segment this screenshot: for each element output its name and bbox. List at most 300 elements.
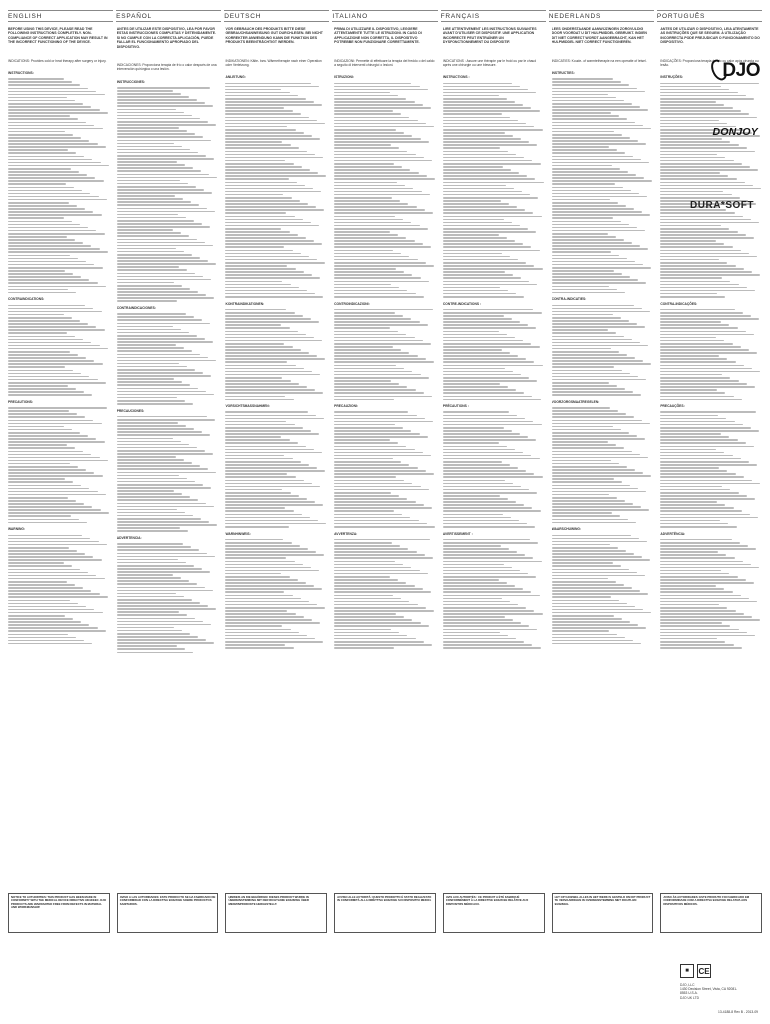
text-line xyxy=(225,495,298,497)
brand-column xyxy=(660,28,762,1018)
indications-text: INDICATIONS: Provides cold or heat therapy after surgery or injury. xyxy=(8,58,107,63)
text-line xyxy=(8,451,83,453)
text-line xyxy=(443,415,517,417)
text-line xyxy=(117,624,212,626)
indications-text: INDICATIONS : Assure une thérapie par le froid ou par le chaud après une chirurgie ou une blessure. xyxy=(442,58,537,67)
text-line xyxy=(443,647,541,649)
text-line xyxy=(225,358,325,360)
text-line xyxy=(8,472,94,474)
text-line xyxy=(552,242,632,244)
text-line xyxy=(117,180,180,182)
text-line xyxy=(552,376,638,378)
text-line xyxy=(117,559,178,561)
intro-warning: LIRE ATTENTIVEMENT LES INSTRUCTIONS SUIVANTES AVANT D'UTILISER CE DISPOSITIF. UNE APPLICATION INCORRECTE PEUT ENTRAÎNER UN DYSFONCTIONNEMENT DU DISPOSITIF. xyxy=(442,27,537,45)
text-line xyxy=(334,147,399,149)
text-line xyxy=(117,239,197,241)
text-line xyxy=(8,547,69,549)
text-line xyxy=(552,565,621,567)
text-line xyxy=(225,647,293,649)
text-line xyxy=(117,465,200,467)
text-line xyxy=(334,262,426,264)
text-line xyxy=(443,613,543,615)
text-line xyxy=(117,136,203,138)
text-line xyxy=(117,369,195,371)
text-line xyxy=(225,89,281,91)
text-line xyxy=(334,101,414,103)
warning-heading: WARNING: xyxy=(8,527,26,532)
text-line xyxy=(443,271,505,273)
text-line xyxy=(8,273,73,275)
text-line xyxy=(334,561,395,563)
text-line xyxy=(225,346,292,348)
text-line xyxy=(443,287,500,289)
text-line xyxy=(443,331,499,333)
text-line xyxy=(443,507,533,509)
text-line xyxy=(8,481,73,483)
text-line xyxy=(225,383,298,385)
text-line xyxy=(334,604,417,606)
text-line xyxy=(117,419,216,421)
text-line xyxy=(117,394,215,396)
text-line xyxy=(334,135,412,137)
text-line xyxy=(117,636,198,638)
text-line xyxy=(443,188,514,190)
text-line xyxy=(117,527,180,529)
text-line xyxy=(225,231,289,233)
text-line xyxy=(8,382,106,384)
text-line xyxy=(8,140,89,142)
text-line xyxy=(443,632,500,634)
text-line xyxy=(117,291,198,293)
text-line xyxy=(443,526,536,528)
text-line xyxy=(443,219,504,221)
text-line xyxy=(8,336,75,338)
text-line xyxy=(334,120,417,122)
text-line xyxy=(117,300,177,302)
product-name: DURA*SOFT xyxy=(690,200,754,211)
text-line xyxy=(334,86,419,88)
text-line xyxy=(225,141,282,143)
text-line xyxy=(225,433,319,435)
text-line xyxy=(225,548,307,550)
text-line xyxy=(334,501,415,503)
instructions-heading: INSTRUCTIONS: xyxy=(8,70,34,75)
text-line xyxy=(117,568,202,570)
text-line xyxy=(8,199,107,201)
text-line xyxy=(443,561,542,563)
text-line xyxy=(225,324,281,326)
text-line xyxy=(225,175,326,177)
text-line xyxy=(8,81,72,83)
text-line xyxy=(552,103,632,105)
notice-box: AVISO A LAS AUTORIDADES: ESTE PRODUCTO SE HA FABRICADO DE CONFORMIDAD CON LA DIRECTIVA 93/42/CEE SOBRE PRODUCTOS SANITARIOS. xyxy=(117,893,219,933)
text-line xyxy=(117,161,177,163)
text-line xyxy=(334,144,391,146)
language-header: DEUTSCH xyxy=(224,10,329,22)
text-line xyxy=(225,492,290,494)
text-line xyxy=(225,206,316,208)
text-line xyxy=(334,371,412,373)
text-line xyxy=(334,607,426,609)
text-line xyxy=(334,498,407,500)
text-line xyxy=(552,270,614,272)
text-line xyxy=(552,339,632,341)
notice-box: AVISO ÀS AUTORIDADES: ESTE PRODUTO FOI FABRICADO EM CONFORMIDADE COM A DIRECTIVA 93/42/CEE RELATIVA AOS DISPOSITIVOS MÉDICOS. xyxy=(660,893,762,933)
text-line xyxy=(117,384,190,386)
text-line xyxy=(552,485,630,487)
text-line xyxy=(117,220,194,222)
text-line xyxy=(117,648,185,650)
text-line xyxy=(443,374,521,376)
text-line xyxy=(225,579,297,581)
text-line xyxy=(334,483,412,485)
text-line xyxy=(8,351,70,353)
text-line xyxy=(8,506,92,508)
text-line xyxy=(225,243,322,245)
text-line xyxy=(225,337,313,339)
text-line xyxy=(8,435,88,437)
text-line xyxy=(225,632,298,634)
text-line xyxy=(8,640,84,642)
text-line xyxy=(225,424,294,426)
text-line xyxy=(334,349,401,351)
text-line xyxy=(225,510,293,512)
text-line xyxy=(443,296,524,298)
text-line xyxy=(552,159,642,161)
text-line xyxy=(8,494,106,496)
text-line xyxy=(117,577,181,579)
text-line xyxy=(334,510,394,512)
text-line xyxy=(8,217,64,219)
text-line xyxy=(443,243,523,245)
text-line xyxy=(225,458,292,460)
text-line xyxy=(225,222,310,224)
text-line xyxy=(443,175,527,177)
text-line xyxy=(8,385,68,387)
text-line xyxy=(117,444,189,446)
text-line xyxy=(334,507,432,509)
text-line xyxy=(334,467,417,469)
text-line xyxy=(443,349,502,351)
text-line xyxy=(552,351,619,353)
text-line xyxy=(8,606,86,608)
text-line xyxy=(225,616,303,618)
text-line xyxy=(552,590,640,592)
text-line xyxy=(552,603,627,605)
text-line xyxy=(8,569,80,571)
text-line xyxy=(334,635,407,637)
text-line xyxy=(117,509,177,511)
text-line xyxy=(443,604,518,606)
precautions-heading: VOORZORGSMAATREGELEN: xyxy=(551,399,600,404)
text-line xyxy=(552,332,616,334)
text-line xyxy=(117,198,183,200)
text-line xyxy=(117,618,195,620)
language-column xyxy=(8,27,110,887)
text-line xyxy=(117,174,210,176)
text-line xyxy=(225,349,300,351)
text-line xyxy=(552,643,642,645)
text-line xyxy=(334,219,403,221)
text-line xyxy=(443,467,518,469)
text-line xyxy=(552,544,610,546)
text-line xyxy=(225,265,287,267)
text-line xyxy=(334,601,409,603)
text-line xyxy=(117,276,203,278)
text-line xyxy=(117,167,193,169)
text-line xyxy=(8,251,108,253)
language-column xyxy=(552,27,654,887)
text-line xyxy=(8,624,89,626)
text-line xyxy=(552,264,644,266)
text-line xyxy=(225,539,283,541)
text-line xyxy=(443,464,510,466)
text-line xyxy=(552,112,611,114)
text-line xyxy=(117,472,217,474)
text-line xyxy=(117,170,201,172)
text-line xyxy=(117,211,216,213)
text-line xyxy=(334,629,391,631)
text-line xyxy=(334,271,404,273)
text-line xyxy=(552,640,633,642)
text-line xyxy=(117,183,188,185)
text-line xyxy=(117,397,177,399)
text-line xyxy=(225,234,297,236)
text-line xyxy=(443,206,517,208)
text-line xyxy=(8,581,67,583)
text-line xyxy=(552,162,650,164)
text-line xyxy=(443,154,516,156)
text-line xyxy=(552,457,649,459)
text-line xyxy=(552,463,619,465)
text-line xyxy=(552,572,637,574)
text-line xyxy=(225,399,293,401)
text-line xyxy=(8,575,96,577)
text-line xyxy=(117,608,217,610)
text-line xyxy=(443,98,507,100)
text-line xyxy=(225,455,284,457)
text-line xyxy=(443,554,525,556)
text-line xyxy=(117,248,176,250)
text-line xyxy=(117,639,207,641)
text-line xyxy=(8,478,65,480)
text-line xyxy=(8,615,65,617)
text-line xyxy=(552,535,631,537)
text-line xyxy=(552,410,618,412)
text-line xyxy=(8,267,103,269)
text-line xyxy=(443,514,503,516)
text-line xyxy=(334,172,418,174)
text-line xyxy=(443,399,541,401)
text-line xyxy=(8,469,86,471)
text-line xyxy=(117,453,214,455)
text-line xyxy=(552,97,616,99)
text-line xyxy=(8,603,78,605)
text-line xyxy=(443,591,531,593)
text-line xyxy=(8,512,109,514)
text-line xyxy=(8,373,81,375)
text-line xyxy=(443,579,499,581)
text-line xyxy=(225,507,285,509)
text-line xyxy=(552,115,619,117)
text-line xyxy=(8,233,105,235)
text-line xyxy=(8,162,101,164)
text-line xyxy=(552,373,630,375)
text-line xyxy=(8,208,85,210)
text-line xyxy=(225,212,286,214)
precautions-heading: PRECAUTIONS: xyxy=(8,399,34,404)
language-header: FRANÇAIS xyxy=(441,10,546,22)
text-line xyxy=(225,464,308,466)
text-line xyxy=(8,109,100,111)
text-line xyxy=(334,442,398,444)
text-line xyxy=(8,103,83,105)
text-line xyxy=(8,115,70,117)
text-line xyxy=(334,619,412,621)
text-line xyxy=(443,598,502,600)
text-line xyxy=(334,495,399,497)
text-line xyxy=(334,461,401,463)
text-line xyxy=(334,439,390,441)
text-line xyxy=(117,375,212,377)
text-line xyxy=(552,286,609,288)
text-line xyxy=(443,495,500,497)
text-line xyxy=(8,270,65,272)
text-line xyxy=(443,601,510,603)
text-line xyxy=(8,391,84,393)
text-line xyxy=(552,217,613,219)
text-line xyxy=(334,126,434,128)
text-line xyxy=(334,355,417,357)
text-line xyxy=(8,497,68,499)
text-line xyxy=(117,357,209,359)
text-line xyxy=(225,613,295,615)
text-line xyxy=(443,452,523,454)
contraindications-heading: CONTRAINDICATIONS: xyxy=(8,297,45,302)
text-line xyxy=(552,454,640,456)
text-line xyxy=(552,420,643,422)
text-line xyxy=(334,383,399,385)
warning-heading: WAARSCHUWING: xyxy=(551,527,582,532)
text-line xyxy=(552,255,619,257)
text-line xyxy=(552,388,625,390)
text-line xyxy=(117,403,193,405)
text-line xyxy=(334,545,400,547)
text-line xyxy=(552,211,643,213)
text-line xyxy=(8,388,76,390)
text-line xyxy=(225,284,290,286)
text-line xyxy=(117,133,195,135)
text-line xyxy=(8,221,72,223)
text-line xyxy=(225,340,322,342)
company-name: DJO, LLC xyxy=(680,982,695,987)
text-line xyxy=(117,118,200,120)
text-line xyxy=(117,468,209,470)
text-line xyxy=(443,582,507,584)
text-line xyxy=(552,460,611,462)
text-line xyxy=(443,327,537,329)
text-line xyxy=(552,432,629,434)
text-line xyxy=(117,285,182,287)
text-line xyxy=(117,90,173,92)
text-line xyxy=(552,637,625,639)
contraindications-heading: CONTRE-INDICATIONS : xyxy=(442,301,482,306)
text-line xyxy=(552,236,616,238)
text-line xyxy=(334,377,429,379)
text-line xyxy=(334,585,414,587)
company-address xyxy=(680,983,740,1000)
text-line xyxy=(117,366,187,368)
text-line xyxy=(334,396,432,398)
text-line xyxy=(443,185,506,187)
text-line xyxy=(117,611,179,613)
text-line xyxy=(334,595,393,597)
text-line xyxy=(117,140,212,142)
text-line xyxy=(8,559,102,561)
text-line xyxy=(225,321,319,323)
text-line xyxy=(8,143,98,145)
text-line xyxy=(225,504,323,506)
language-header: ENGLISH xyxy=(8,10,113,22)
language-header: NEDERLANDS xyxy=(549,10,654,22)
text-line xyxy=(552,466,627,468)
text-line xyxy=(117,115,192,117)
text-line xyxy=(8,348,108,350)
text-line xyxy=(117,621,203,623)
text-line xyxy=(552,575,646,577)
text-line xyxy=(117,164,185,166)
text-line xyxy=(117,484,203,486)
text-line xyxy=(443,557,534,559)
text-line xyxy=(225,203,307,205)
text-line xyxy=(443,284,538,286)
text-line xyxy=(225,271,303,273)
text-line xyxy=(8,190,82,192)
text-line xyxy=(117,503,207,505)
text-line xyxy=(225,498,306,500)
text-line xyxy=(334,380,391,382)
text-line xyxy=(334,340,422,342)
text-line xyxy=(443,309,534,311)
text-line xyxy=(443,421,534,423)
language-header: PORTUGUÊS xyxy=(657,10,762,22)
text-line xyxy=(443,262,526,264)
text-line xyxy=(225,169,309,171)
text-line xyxy=(8,276,81,278)
text-line xyxy=(552,221,621,223)
text-line xyxy=(443,564,504,566)
text-line xyxy=(552,180,653,182)
text-line xyxy=(443,361,535,363)
text-line xyxy=(225,194,283,196)
djo-logo: DJO xyxy=(722,60,760,81)
text-line xyxy=(117,512,185,514)
text-line xyxy=(552,323,637,325)
text-line xyxy=(334,163,394,165)
precautions-heading: PRECAUCIONES: xyxy=(116,408,145,413)
text-line xyxy=(334,542,392,544)
text-line xyxy=(8,314,64,316)
text-line xyxy=(225,107,284,109)
notice-box: NOTICE TO AUTHORITIES: THIS PRODUCT HAS BEEN MADE IN CONFORMITY WITH THE MEDICAL DEVICE DIRECTIVE 93/42/EEC. DJO PRODUCTS ARE WARRANTED FREE FROM DEFECTS IN MATERIAL AND WORKMANSHIP. xyxy=(8,893,110,933)
text-line xyxy=(552,273,622,275)
precautions-heading: VORSICHTSMASSNAHMEN: xyxy=(225,404,270,409)
text-line xyxy=(334,389,415,391)
text-line xyxy=(443,231,537,233)
text-line xyxy=(334,222,411,224)
text-line xyxy=(334,489,429,491)
text-line xyxy=(8,342,91,344)
